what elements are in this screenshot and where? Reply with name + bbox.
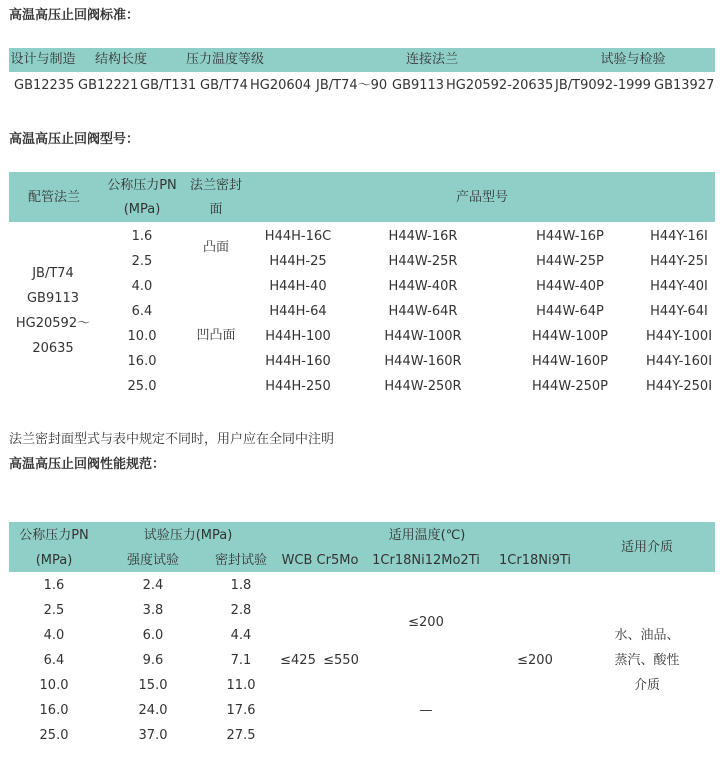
header-pn-unit: (MPa)	[35, 553, 73, 568]
standards-heading: 高温高压止回阀标准：	[9, 8, 140, 23]
std-cell: GB12235	[14, 78, 75, 93]
header-test: 试验与检验	[600, 52, 666, 67]
strength-cell: 3.8	[142, 603, 164, 618]
seal-cell: 1.8	[230, 578, 252, 593]
models-heading: 高温高压止回阀型号：	[9, 132, 140, 147]
seal-cell: 2.8	[230, 603, 252, 618]
model-cell: H44H-40	[269, 279, 327, 294]
pn-cell: 2.5	[43, 603, 65, 618]
model-cell: H44Y-160I	[645, 354, 713, 369]
note-text: 法兰密封面型式与表中规定不同时，用户应在全同中注明	[9, 432, 335, 447]
header-1cr18ni9ti: 1Cr18Ni9Ti	[499, 553, 571, 568]
model-cell: H44H-64	[269, 304, 327, 319]
model-cell: H44W-250R	[384, 379, 462, 394]
header-pipe-flange: 配管法兰	[27, 190, 81, 205]
header-seal-face-2: 面	[209, 202, 223, 217]
model-cell: H44W-16P	[536, 229, 604, 244]
flange-std-line: JB/T74	[32, 266, 74, 281]
model-cell: H44W-25R	[388, 254, 458, 269]
pn-cell: 10.0	[39, 678, 69, 693]
std-cell: GB/T74	[200, 78, 248, 93]
seal-cell: 11.0	[226, 678, 256, 693]
model-cell: H44W-16R	[388, 229, 458, 244]
header-flange: 连接法兰	[405, 52, 459, 67]
pn-cell: 25.0	[127, 379, 157, 394]
pn-cell: 4.0	[131, 279, 153, 294]
model-cell: H44W-160P	[532, 354, 608, 369]
seal-cell: 27.5	[226, 728, 256, 743]
seal-type-raised: 凸面	[202, 240, 230, 255]
pn-cell: 6.4	[43, 653, 65, 668]
model-cell: H44W-100P	[532, 329, 608, 344]
model-cell: H44H-250	[265, 379, 331, 394]
model-cell: H44Y-250I	[645, 379, 713, 394]
pn-cell: 16.0	[39, 703, 69, 718]
strength-cell: 6.0	[142, 628, 164, 643]
model-cell: H44W-40P	[536, 279, 604, 294]
model-cell: H44H-25	[269, 254, 327, 269]
model-cell: H44W-25P	[536, 254, 604, 269]
pn-cell: 10.0	[127, 329, 157, 344]
seal-cell: 17.6	[226, 703, 256, 718]
pn-cell: 6.4	[131, 304, 153, 319]
strength-cell: 15.0	[138, 678, 168, 693]
std-cell: JB/T9092-1999	[555, 78, 651, 93]
header-wcb-cr5mo: WCB Cr5Mo	[281, 553, 359, 568]
seal-cell: 7.1	[230, 653, 252, 668]
std-cell: GB12221	[78, 78, 139, 93]
std-cell: HG20592-20635	[446, 78, 554, 93]
flange-std-line: HG20592～	[15, 316, 91, 331]
model-cell: H44W-64P	[536, 304, 604, 319]
model-cell: H44Y-100I	[645, 329, 713, 344]
medium-line: 水、油品、	[614, 628, 680, 643]
model-cell: H44W-250P	[532, 379, 608, 394]
temp-ni9ti: ≤200	[517, 653, 553, 668]
header-pn: 公称压力PN	[107, 178, 177, 193]
model-cell: H44Y-16I	[650, 229, 708, 244]
header-pt-rating: 压力温度等级	[185, 52, 265, 67]
model-cell: H44H-100	[265, 329, 331, 344]
header-product-model: 产品型号	[455, 190, 509, 205]
header-length: 结构长度	[94, 52, 148, 67]
temp-mo2ti-na: —	[419, 703, 433, 718]
header-temperature: 适用温度(℃)	[388, 528, 466, 543]
flange-std-line: 20635	[32, 341, 74, 356]
header-design: 设计与制造	[10, 52, 76, 67]
header-1cr18ni12mo2ti: 1Cr18Ni12Mo2Ti	[372, 553, 480, 568]
std-cell: GB9113	[392, 78, 445, 93]
temp-cr5mo: ≤550	[323, 653, 359, 668]
header-pn-unit: (MPa)	[123, 202, 161, 217]
pn-cell: 2.5	[131, 254, 153, 269]
model-cell: H44Y-25I	[650, 254, 708, 269]
model-cell: H44W-64R	[388, 304, 458, 319]
header-medium: 适用介质	[620, 540, 674, 555]
header-test-pressure: 试验压力(MPa)	[143, 528, 233, 543]
seal-type-male-female: 凹凸面	[196, 328, 236, 343]
pn-cell: 16.0	[127, 354, 157, 369]
header-seal-face: 法兰密封	[189, 178, 243, 193]
model-cell: H44W-100R	[384, 329, 462, 344]
pn-cell: 1.6	[131, 229, 153, 244]
model-cell: H44H-160	[265, 354, 331, 369]
strength-cell: 24.0	[138, 703, 168, 718]
model-cell: H44W-160R	[384, 354, 462, 369]
temp-wcb: ≤425	[280, 653, 316, 668]
header-pn: 公称压力PN	[19, 528, 89, 543]
header-strength-test: 强度试验	[126, 553, 180, 568]
model-cell: H44Y-64I	[650, 304, 708, 319]
pn-cell: 4.0	[43, 628, 65, 643]
strength-cell: 2.4	[142, 578, 164, 593]
performance-heading: 高温高压止回阀性能规范：	[9, 457, 166, 472]
pn-cell: 1.6	[43, 578, 65, 593]
medium-line: 介质	[633, 678, 661, 693]
model-cell: H44Y-40I	[650, 279, 708, 294]
model-cell: H44W-40R	[388, 279, 458, 294]
temp-mo2ti: ≤200	[408, 615, 444, 630]
pn-cell: 25.0	[39, 728, 69, 743]
flange-std-line: GB9113	[26, 291, 80, 306]
std-cell: GB/T131	[140, 78, 197, 93]
strength-cell: 37.0	[138, 728, 168, 743]
model-cell: H44H-16C	[264, 229, 332, 244]
strength-cell: 9.6	[142, 653, 164, 668]
header-seal-test: 密封试验	[214, 553, 268, 568]
std-cell: GB13927	[654, 78, 715, 93]
performance-header-band	[9, 522, 715, 572]
std-cell: JB/T74～90	[316, 78, 388, 93]
seal-cell: 4.4	[230, 628, 252, 643]
std-cell: HG20604	[250, 78, 312, 93]
medium-line: 蒸汽、酸性	[614, 653, 680, 668]
